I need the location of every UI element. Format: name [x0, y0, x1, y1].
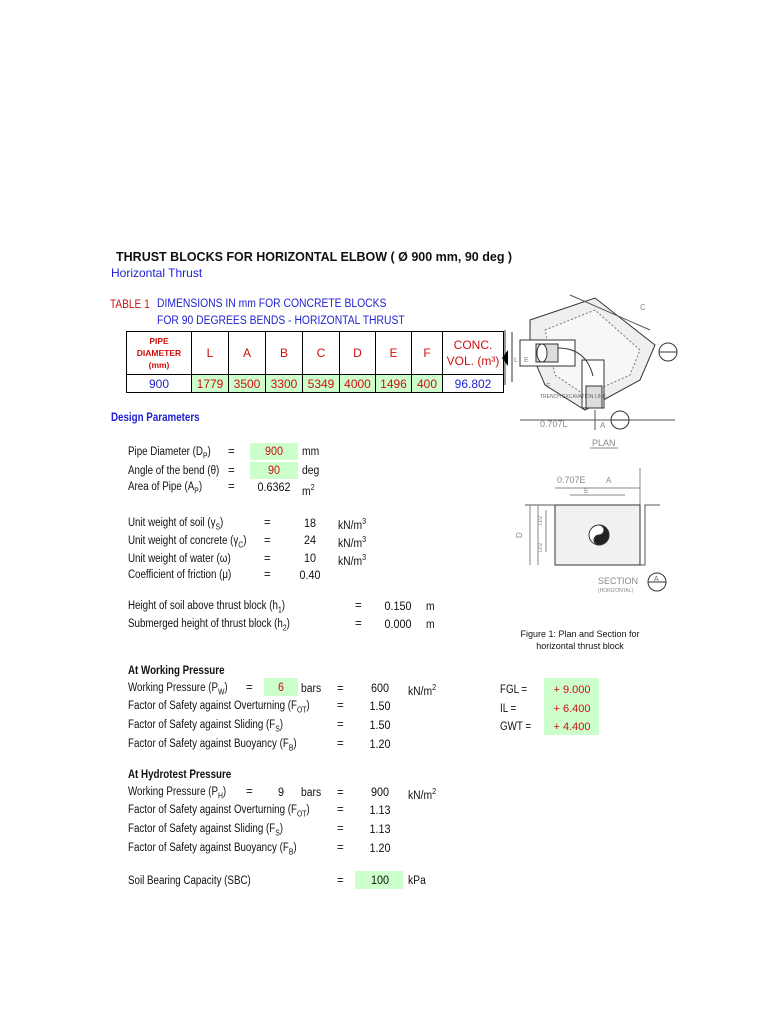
equals-sign: =	[355, 600, 362, 612]
hydrotest-pressure-label: Working Pressure $(P_H)$	[128, 786, 227, 801]
sbc-value[interactable]: 100	[370, 873, 390, 887]
plan-E-label: E	[524, 357, 529, 364]
equals-sign: =	[337, 738, 344, 750]
working-pressure-unit: $kN/m^2$	[408, 683, 437, 698]
h2-value: 0.000	[384, 617, 412, 631]
unit-weight-soil-label: Unit weight of soil $(\gamma_S)$	[128, 517, 224, 532]
section-D2-label-upper: D/2	[538, 515, 544, 525]
header-B: B	[266, 332, 303, 375]
working-pressure-bars-unit: bars	[301, 683, 322, 695]
header-pipe-diameter: PIPE DIAMETER (mm)	[127, 332, 192, 375]
equals-sign: =	[228, 481, 235, 493]
pipe-diameter-label: Pipe Diameter $(D_P)$	[128, 446, 211, 461]
hydrotest-bars-unit: bars	[301, 787, 322, 799]
figure-caption: Figure 1: Plan and Section for horizontal thrust block	[520, 629, 640, 651]
section-label: SECTION	[598, 576, 639, 586]
plan-A-label: A	[600, 421, 606, 430]
cell-pipe: 900	[127, 375, 192, 393]
angle-unit: deg	[302, 465, 320, 477]
equals-sign: =	[228, 465, 235, 477]
trench-text: TRENCH EXCAVATION LINE	[540, 394, 606, 400]
section-mark: A	[654, 576, 659, 583]
section-D-label: D	[515, 532, 524, 538]
equals-sign: =	[264, 517, 271, 529]
unit-weight-soil-unit: $kN/m^3$	[338, 517, 367, 532]
equals-sign: =	[337, 823, 344, 835]
il-label: IL =	[500, 703, 517, 715]
section-sub-label: (HORIZONTAL)	[598, 588, 634, 594]
section-dim-label: 0.707E	[557, 475, 586, 485]
h2-unit: m	[426, 619, 435, 631]
unit-weight-concrete-value: 24	[303, 533, 317, 547]
hydrotest-fot-label: Factor of Safety against Overturning $(F_{OT})$	[128, 804, 310, 819]
hydrotest-fb-value: 1.20	[369, 841, 391, 855]
section-E-label: E	[584, 488, 589, 495]
friction-value: 0.40	[299, 568, 321, 582]
working-pressure-bars-value[interactable]: 6	[277, 680, 285, 694]
gwt-label: GWT =	[500, 721, 532, 733]
page-title: THRUST BLOCKS FOR HORIZONTAL ELBOW ( Ø 900 mm, 90 deg )	[116, 250, 513, 264]
equals-sign: =	[337, 700, 344, 712]
hydrotest-pressure-heading: At Hydrotest Pressure	[128, 769, 232, 781]
angle-value[interactable]: 90	[267, 463, 281, 477]
table-caption-line2: FOR 90 DEGREES BENDS - HORIZONTAL THRUST	[157, 315, 405, 327]
table-caption-line1: DIMENSIONS IN mm FOR CONCRETE BLOCKS	[157, 298, 387, 310]
hydrotest-fb-label: Factor of Safety against Buoyancy $(F_B)$	[128, 842, 297, 857]
pipe-diameter-unit: mm	[302, 446, 320, 458]
hydrotest-pressure-value: 900	[370, 785, 390, 799]
unit-weight-soil-value: 18	[303, 516, 317, 530]
equals-sign: =	[337, 804, 344, 816]
hydrotest-fs-value: 1.13	[369, 822, 391, 836]
cell-A: 3500	[229, 375, 266, 393]
equals-sign: =	[246, 786, 253, 798]
equals-sign: =	[337, 787, 344, 799]
cell-L: 1779	[192, 375, 229, 393]
unit-weight-concrete-label: Unit weight of concrete $(\gamma_C)$	[128, 535, 247, 550]
section-D2-label-lower: D/2	[538, 542, 544, 552]
working-fot-label: Factor of Safety against Overturning $(F_{OT})$	[128, 700, 310, 715]
plan-F-label: F	[546, 383, 551, 390]
equals-sign: =	[337, 875, 344, 887]
plan-dim-label: 0.707L	[540, 419, 568, 429]
hydrotest-fot-value: 1.13	[369, 803, 391, 817]
sbc-label: Soil Bearing Capacity (SBC)	[128, 875, 251, 887]
plan-label: PLAN	[592, 438, 616, 448]
working-fot-value: 1.50	[369, 699, 391, 713]
working-pressure-value: 600	[370, 681, 390, 695]
pipe-diameter-value[interactable]: 900	[264, 444, 284, 458]
unit-weight-concrete-unit: $kN/m^3$	[338, 535, 367, 550]
header-C: C	[303, 332, 340, 375]
plan-section-figure	[500, 290, 690, 660]
plan-drawing	[505, 295, 677, 430]
cell-C: 5349	[303, 375, 340, 393]
area-label: Area of Pipe $(A_P)$	[128, 481, 203, 496]
design-parameters-heading: Design Parameters	[111, 412, 200, 424]
area-unit: $m^2$	[302, 483, 315, 498]
cell-E: 1496	[376, 375, 412, 393]
working-fs-label: Factor of Safety against Sliding $(F_S)$	[128, 719, 284, 734]
equals-sign: =	[264, 569, 271, 581]
unit-weight-water-label: Unit weight of water (ω)	[128, 553, 231, 565]
unit-weight-water-value: 10	[303, 551, 317, 565]
working-fb-label: Factor of Safety against Buoyancy $(F_B)$	[128, 738, 297, 753]
hydrotest-pressure-unit: $kN/m^2$	[408, 787, 437, 802]
h1-value: 0.150	[384, 599, 412, 613]
equals-sign: =	[337, 683, 344, 695]
sbc-unit: kPa	[408, 875, 426, 887]
equals-sign: =	[337, 719, 344, 731]
header-L: L	[192, 332, 229, 375]
dimensions-table	[126, 331, 504, 393]
working-pressure-heading: At Working Pressure	[128, 665, 225, 677]
table-label: TABLE 1	[110, 299, 150, 311]
header-D: D	[340, 332, 376, 375]
equals-sign: =	[337, 842, 344, 854]
section-A-label: A	[606, 476, 612, 485]
working-fs-value: 1.50	[369, 718, 391, 732]
hydrotest-fs-label: Factor of Safety against Sliding $(F_S)$	[128, 823, 284, 838]
cell-B: 3300	[266, 375, 303, 393]
fgl-label: FGL =	[500, 684, 528, 696]
plan-C-label: C	[640, 303, 646, 312]
header-F: F	[412, 332, 443, 375]
h1-unit: m	[426, 601, 435, 613]
equals-sign: =	[228, 446, 235, 458]
page-subtitle: Horizontal Thrust	[111, 266, 203, 280]
angle-label: Angle of the bend (θ)	[128, 465, 220, 477]
section-drawing	[525, 468, 666, 591]
friction-label: Coefficient of friction (μ)	[128, 569, 232, 581]
header-E: E	[376, 332, 412, 375]
working-fb-value: 1.20	[369, 737, 391, 751]
plan-L-label: L	[514, 357, 518, 364]
cell-D: 4000	[340, 375, 376, 393]
table-row	[127, 375, 504, 393]
hydrotest-bars-value: 9	[277, 785, 285, 799]
working-pressure-label: Working Pressure $(P_W)$	[128, 682, 228, 697]
header-conc-vol: CONC. VOL. (m³)	[443, 332, 504, 375]
h2-label: Submerged height of thrust block $(h_2)$	[128, 618, 290, 633]
gwt-value[interactable]: + 4.400	[553, 721, 591, 733]
area-value: 0.6362	[257, 480, 291, 494]
h1-label: Height of soil above thrust block $(h_1)$	[128, 600, 286, 615]
header-A: A	[229, 332, 266, 375]
equals-sign: =	[355, 618, 362, 630]
cell-F: 400	[412, 375, 443, 393]
fgl-value[interactable]: + 9.000	[553, 684, 591, 696]
table-header-row	[127, 332, 504, 375]
equals-sign: =	[246, 682, 253, 694]
cell-conc-vol: 96.802	[443, 375, 504, 393]
equals-sign: =	[264, 535, 271, 547]
il-value[interactable]: + 6.400	[553, 703, 591, 715]
equals-sign: =	[264, 553, 271, 565]
unit-weight-water-unit: $kN/m^3$	[338, 553, 367, 568]
